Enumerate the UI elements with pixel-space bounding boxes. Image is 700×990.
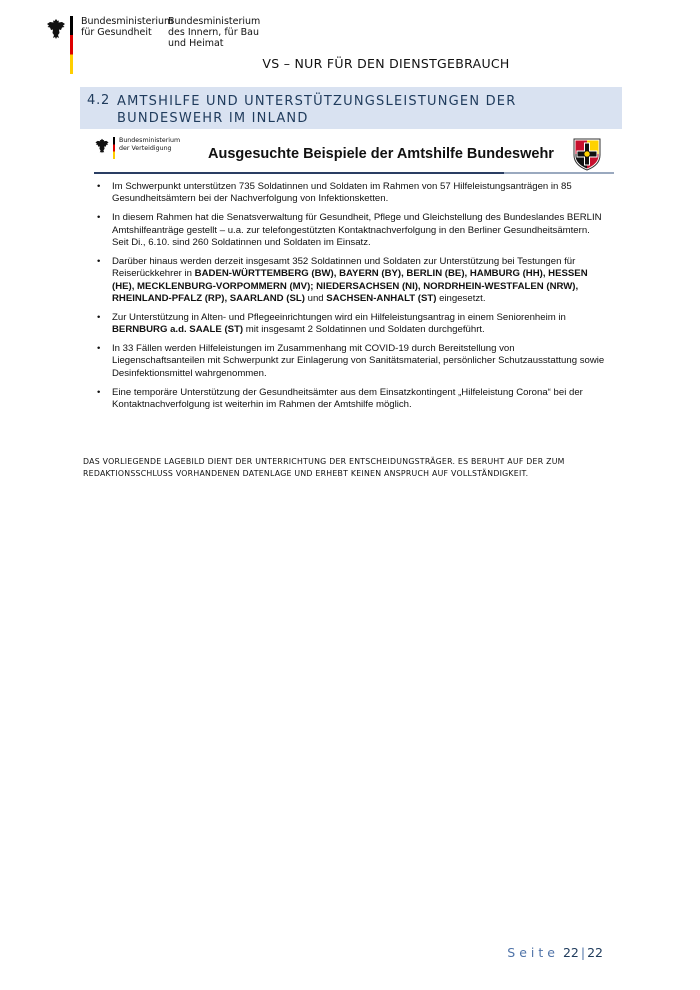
federal-eagle-icon: [46, 18, 66, 40]
disclaimer-text: DAS VORLIEGENDE LAGEBILD DIENT DER UNTERRICHTUNG DER ENTSCHEIDUNGSTRÄGER. ES BERUHT AUF DER ZUM REDAKTIONSSCHLUSS VORHANDENEN DATENLAGE UND ERHEBT KEINEN ANSPRUCH AUF VOLLSTÄNDIGKEIT.: [83, 457, 565, 478]
ministry-health-name: Bundesministerium für Gesundheit: [81, 16, 174, 38]
federal-eagle-icon: [94, 138, 110, 154]
slide-header: [94, 137, 604, 177]
section-title: AMTSHILFE UND UNTERSTÜTZUNGSLEISTUNGEN DER BUNDESWEHR IM INLAND: [117, 94, 517, 126]
list-item: • Eine temporäre Unterstützung der Gesundheitsämter aus dem Einsatzkontingent „Hilfeleistung Corona“ bei der Kontaktnachverfolgung ist weiterhin im Rahmen der Amtshilfe möglich.: [96, 387, 606, 412]
slide-divider: [94, 172, 614, 175]
page-separator: |: [580, 945, 586, 960]
slide-title: Ausgesuchte Beispiele der Amtshilfe Bundeswehr: [208, 146, 554, 162]
state-st: SACHSEN-ANHALT (ST): [326, 293, 437, 305]
classification-label: VS – NUR FÜR DEN DIENSTGEBRAUCH: [262, 56, 510, 71]
page-number: [507, 945, 603, 960]
list-item: • Im Schwerpunkt unterstützen 735 Soldatinnen und Soldaten im Rahmen von 57 Hilfeleistungsanträgen in 85 Gesundheitsämtern bei der Nachverfolgung von Infektionsketten.: [96, 181, 606, 206]
total-pages: 22: [587, 945, 603, 960]
page-label: Seite: [507, 945, 559, 960]
section-heading: [80, 87, 622, 129]
list-item: • In diesem Rahmen hat die Senatsverwaltung für Gesundheit, Pflege und Gleichstellung des Bundeslandes BERLIN Amtshilfeanträge gestellt – u.a. zur telefongestützten Kontaktnachverfolgung in den Berliner Gesundheitsämtern. Seit Di., 6.10. sind 260 Soldatinnen und Soldaten im Einsatz.: [96, 212, 606, 249]
federal-flag-bar: [113, 137, 115, 159]
current-page: 22: [562, 945, 579, 960]
ministry-defence-name: Bundesministerium der Verteidigung: [119, 137, 181, 152]
states-list: BADEN-WÜRTTEMBERG (BW), BAYERN (BY), BERLIN (BE), HAMBURG (HH), HESSEN (HE), MECKLENBURG-VORPOMMERN (MV); NIEDERSACHSEN (NI), NORDRHEIN-WESTFALEN (NRW), RHEINLAND-PFALZ (RP), SAARLAND (SL): [112, 268, 588, 305]
bundeswehr-crest-icon: [572, 137, 602, 171]
section-number: 4.2: [87, 93, 111, 108]
list-item: • Zur Unterstützung in Alten- und Pflegeeinrichtungen wird ein Hilfeleistungsantrag in einem Seniorenheim in BERNBURG a.d. SAALE (ST) mit insgesamt 2 Soldatinnen und Soldaten durchgeführt.: [96, 312, 606, 337]
list-item: • In 33 Fällen werden Hilfeleistungen im Zusammenhang mit COVID-19 durch Bereitstellung von Liegenschaftsanteilen mit Schwerpunkt zur Einlagerung von Sanitätsmaterial, persönlicher Schutzausstattung sowie Desinfektionsmittel wahrgenommen.: [96, 343, 606, 380]
location-bernburg: BERNBURG a.d. SAALE (ST): [112, 324, 244, 336]
ministry-interior-name: Bundesministerium des Innern, für Bau und Heimat: [168, 16, 261, 49]
list-item: • Darüber hinaus werden derzeit insgesamt 352 Soldatinnen und Soldaten zur Unterstützung bei Testungen für Reiserückkehrer in BADEN-WÜRTTEMBERG (BW), BAYERN (BY), BERLIN (BE), HAMBURG (HH), HESSEN (HE), MECKLENBURG-VORPOMMERN (MV); NIEDERSACHSEN (NI), NORDRHEIN-WESTFALEN (NRW), RHEINLAND-PFALZ (RP), SAARLAND (SL) und SACHSEN-ANHALT (ST) eingesetzt.: [96, 256, 606, 306]
amtshilfe-examples-list: [96, 181, 606, 418]
